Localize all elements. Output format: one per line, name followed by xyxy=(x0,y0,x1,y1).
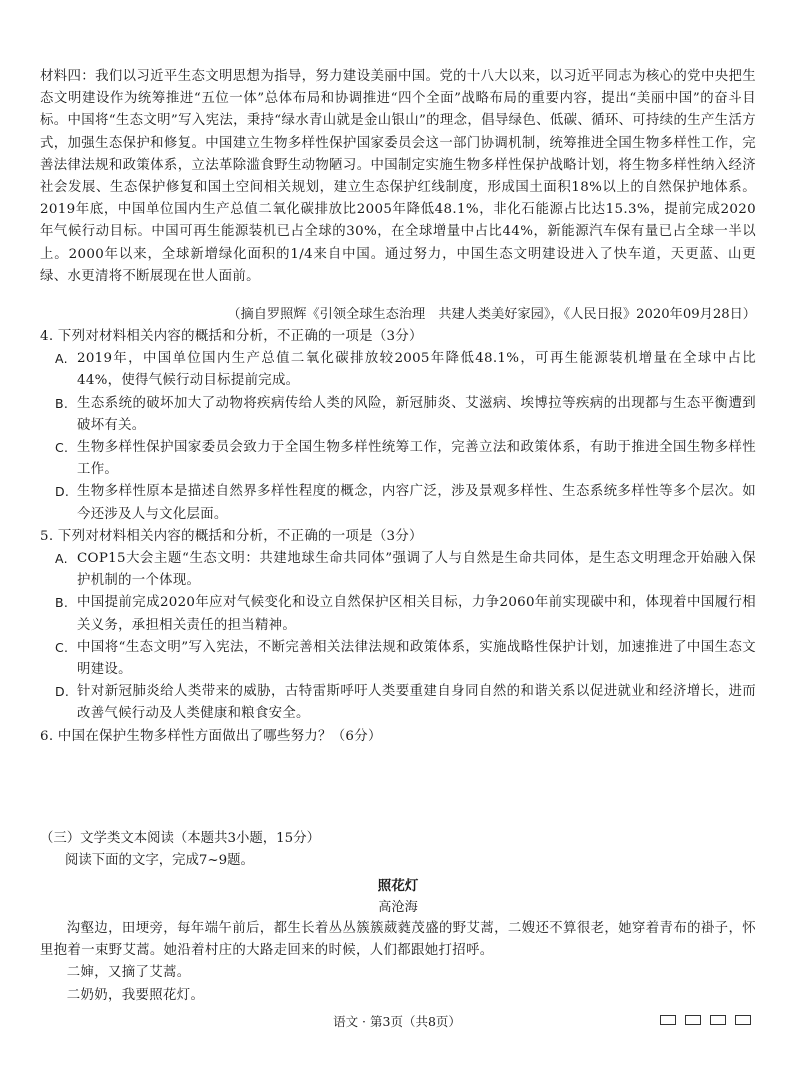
option-text: 2019年，中国单位国内生产总值二氧化碳排放较2005年降低48.1%，可再生能源装机增量在全球中占比44%，使得气候行动目标提前完成。 xyxy=(77,351,756,389)
question-6-stem: 6. 中国在保护生物多样性方面做出了哪些努力？（6分） xyxy=(40,728,382,744)
question-4-option-a xyxy=(40,348,756,392)
story-paragraph: 二奶奶，我要照花灯。 xyxy=(66,987,205,1003)
story-author: 高沧海 xyxy=(378,900,418,915)
option-letter: C. xyxy=(55,440,69,456)
question-5-option-a xyxy=(40,548,756,592)
page-footer: 语文 · 第3页（共8页） xyxy=(333,1014,461,1029)
story-paragraph: 沟壑边，田埂旁，每年端午前后，都生长着丛丛簇簇葳蕤茂盛的野艾蒿，二嫂还不算很老，她穿着青布的褂子，怀里抱着一束野艾蒿。她沿着村庄的大路走回来的时候，人们都跟她打招呼。 xyxy=(40,921,756,959)
option-letter: C. xyxy=(55,639,69,655)
question-4-option-b xyxy=(40,393,756,437)
section-instruction: 阅读下面的文字，完成7~9题。 xyxy=(65,853,254,868)
material-source-citation: （摘自罗照辉《引领全球生态治理 共建人类美好家园》，《人民日报》2020年09月28日） xyxy=(227,307,756,322)
square-mark-icon xyxy=(735,1015,751,1025)
option-text: 针对新冠肺炎给人类带来的威胁，古特雷斯呼吁人类要重建自身同自然的和谐关系以促进就业和经济增长，进而改善气候行动及人类健康和粮食安全。 xyxy=(77,684,756,722)
option-letter: A. xyxy=(55,351,68,367)
option-letter: B. xyxy=(55,395,69,411)
footer-marks xyxy=(660,1015,751,1025)
story-title: 照花灯 xyxy=(377,878,419,894)
questions-block xyxy=(40,326,756,748)
material-four-paragraph: 材料四：我们以习近平生态文明思想为指导，努力建设美丽中国。党的十八大以来，以习近平同志为核心的党中央把生态文明建设作为统筹推进“五位一体”总体布局和协调推进“四个全面”战略布局的重要内容，提出“美丽中国”的奋斗目标。中国将“生态文明”写入宪法，秉持“绿水青山就是金山银山”的理念，倡导绿色、低碳、循环、可持续的生产生活方式，加强生态保护和修复。中国建立生物多样性保护国家委员会这一部门协调机制，统筹推进全国生物多样性工作，完善法律法规和政策体系，立法革除滥食野生动物陋习。中国制定实施生物多样性保护战略计划，将生物多样性纳入经济社会发展、生态保护修复和国土空间相关规划，建立生态保护红线制度，形成国土面积18%以上的自然保护地体系。2019年底，中国单位国内生产总值二氧化碳排放比2005年降低48.1%，非化石能源占比达15.3%，提前完成2020年气候行动目标。中国可再生能源装机已占全球的30%，在全球增量中占比44%，新能源汽车保有量已占全球一半以上。2000年以来，全球新增绿化面积的1/4来自中国。通过努力，中国生态文明建设进入了快车道，天更蓝、山更绿、水更清将不断展现在世人面前。 xyxy=(40,69,756,284)
question-5-option-c xyxy=(40,637,756,681)
option-text: 中国将“生态文明”写入宪法，不断完善相关法律法规和政策体系，实施战略性保护计划，加速推进了中国生态文明建设。 xyxy=(77,639,756,678)
question-4-option-c xyxy=(40,437,756,481)
option-letter: D. xyxy=(55,484,70,500)
option-text: 生态系统的破坏加大了动物将疾病传给人类的风险，新冠肺炎、艾滋病、埃博拉等疾病的出现都与生态平衡遭到破坏有关。 xyxy=(77,395,756,433)
literary-reading-section xyxy=(40,828,756,1007)
option-text: COP15大会主题“生态文明：共建地球生命共同体”强调了人与自然是生命共同体，是生态文明理念开始融入保护机制的一个体现。 xyxy=(77,551,756,589)
square-mark-icon xyxy=(685,1015,701,1025)
option-text: 生物多样性保护国家委员会致力于全国生物多样性统筹工作，完善立法和政策体系，有助于推进全国生物多样性工作。 xyxy=(77,440,756,478)
section-heading: （三）文学类文本阅读（本题共3小题，15分） xyxy=(40,831,320,846)
question-5-option-d xyxy=(40,681,756,725)
question-5-option-b xyxy=(40,592,756,636)
option-letter: D. xyxy=(55,684,70,700)
square-mark-icon xyxy=(660,1015,676,1025)
option-text: 中国提前完成2020年应对气候变化和设立自然保护区相关目标，力争2060年前实现碳中和，体现着中国履行相关义务，承担相关责任的担当精神。 xyxy=(77,595,756,633)
option-text: 生物多样性原本是描述自然界多样性程度的概念，内容广泛，涉及景观多样性、生态系统多样性等多个层次。如今还涉及人与文化层面。 xyxy=(77,484,756,522)
question-4-stem: 4. 下列对材料相关内容的概括和分析，不正确的一项是（3分） xyxy=(40,329,423,344)
story-paragraph: 二婶，又摘了艾蒿。 xyxy=(66,965,191,981)
option-letter: B. xyxy=(55,595,69,611)
question-5-stem: 5. 下列对材料相关内容的概括和分析，不正确的一项是（3分） xyxy=(40,528,423,544)
option-letter: A. xyxy=(55,551,68,567)
question-4-option-d xyxy=(40,481,756,525)
square-mark-icon xyxy=(710,1015,726,1025)
